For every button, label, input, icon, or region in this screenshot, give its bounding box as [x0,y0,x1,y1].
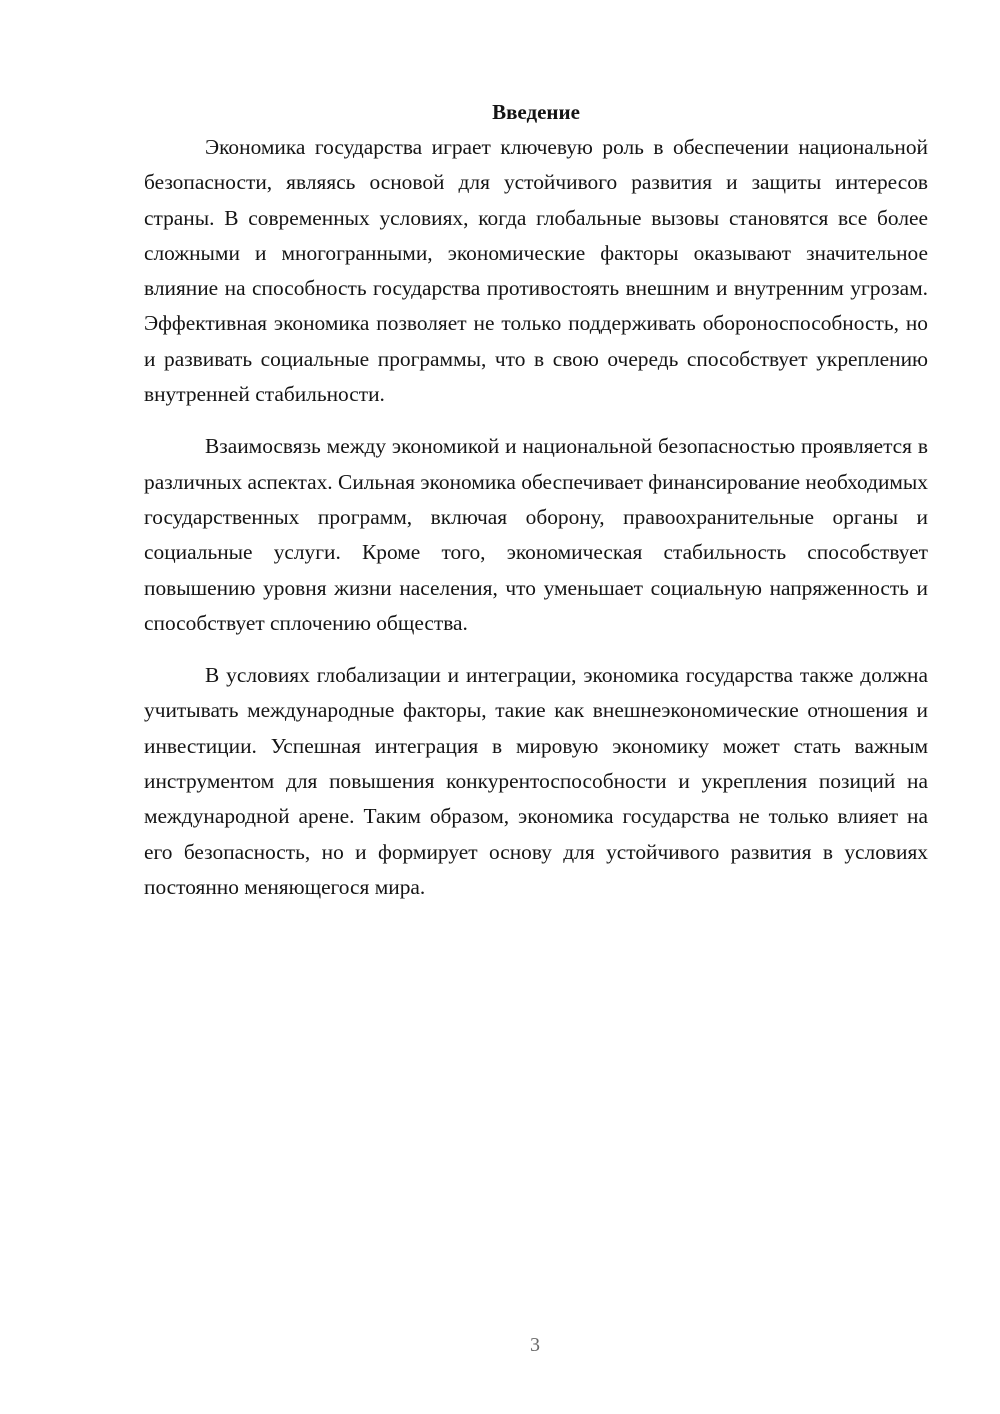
paragraph-3: В условиях глобализации и интеграции, экономика государства также должна учитывать международные факторы, такие как внешнеэкономические отношения и инвестиции. Успешная интеграция в мировую экономику может стать важным инструментом для повышения конкурентоспособности и укрепления позиций на международной арене. Таким образом, экономика государства не только влияет на его безопасность, но и формирует основу для устойчивого развития в условиях постоянно меняющегося мира. [144,663,928,899]
page-content [144,96,928,922]
paragraph-1: Экономика государства играет ключевую роль в обеспечении национальной безопасности, являясь основой для устойчивого развития и защиты интересов страны. В современных условиях, когда глобальные вызовы становятся все более сложными и многогранными, экономические факторы оказывают значительное влияние на способность государства противостоять внешним и внутренним угрозам. Эффективная экономика позволяет не только поддерживать обороноспособность, но и развивать социальные программы, что в свою очередь способствует укреплению внутренней стабильности. [144,135,928,407]
section-heading: Введение [492,100,580,124]
page-number: 3 [530,1334,540,1356]
paragraph-2: Взаимосвязь между экономикой и национальной безопасностью проявляется в различных аспектах. Сильная экономика обеспечивает финансирование необходимых государственных программ, включая оборону, правоохранительные органы и социальные услуги. Кроме того, экономическая стабильность способствует повышению уровня жизни населения, что уменьшает социальную напряженность и способствует сплочению общества. [144,434,928,635]
